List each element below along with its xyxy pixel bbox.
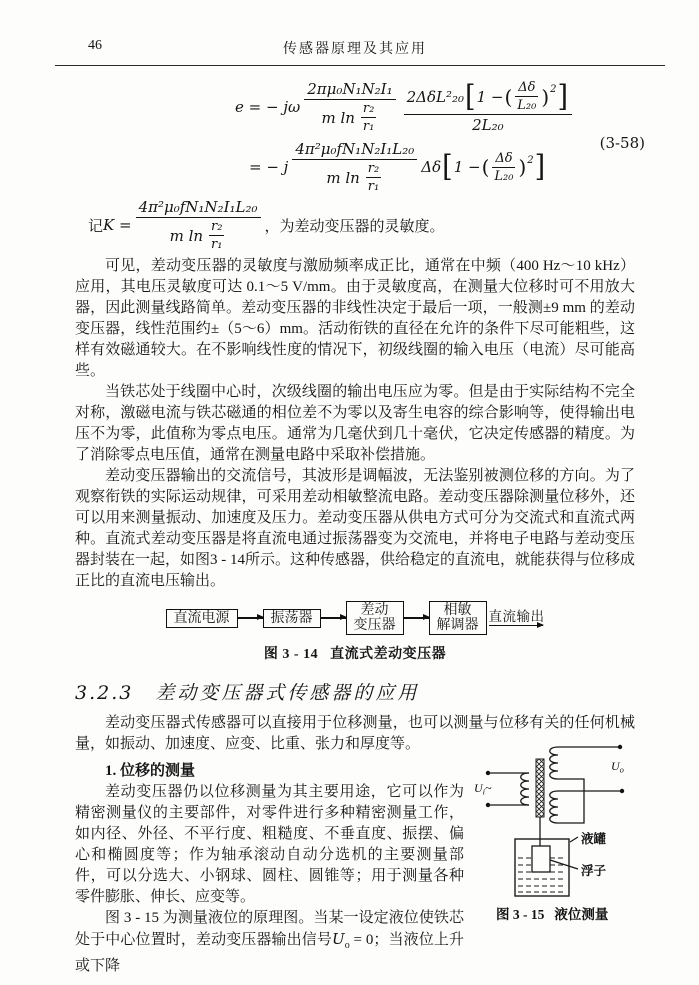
paragraph-sensitivity: 可见，差动变压器的灵敏度与激励频率成正比，通常在中频（400 Hz～10 kHz）应用，其电压灵敏度可达 0.1～5 V/mm。由于灵敏度高，在测量大位移时可不用放大器，因此测量线路简单。差动变压器的非线性决定于最后一项，一般测±9 mm 的差动变压器，线性范围约±（5～6）mm。活动衔铁的直径在允许的条件下尽可能粗些，这样有效磁通较大。在不影响线性度的情况下，初级线圈的输入电压（电流）尽可能高些。 <box>75 258 635 379</box>
fraction-bar <box>304 99 395 100</box>
dc-output <box>489 610 545 626</box>
fraction-bar <box>361 117 376 118</box>
arrow-right-icon <box>238 617 263 618</box>
subheading-displacement: 1. 位移的测量 <box>105 763 196 779</box>
tank-label: 液罐 <box>581 832 607 846</box>
fraction-bar <box>292 159 417 160</box>
fraction-numerator: 4π²μ₀fN₁N₂I₁L₂₀ <box>138 198 258 216</box>
fraction-bar <box>136 217 261 218</box>
equation-number: (3-58) <box>599 134 645 152</box>
eq2-lhs: = − j <box>249 158 289 176</box>
fraction-bar <box>492 167 515 168</box>
fraction-bar <box>366 177 381 178</box>
bracket-expression: [ 1 − ( Δδ L₂₀ ) 2 ] <box>465 78 569 114</box>
running-title: 传感器原理及其应用 <box>283 42 427 57</box>
header-rule <box>55 65 665 66</box>
uo-variable: U <box>332 930 345 948</box>
primary-coil <box>521 773 529 805</box>
page-number: 46 <box>88 38 102 53</box>
uo-subscript: o <box>344 940 350 951</box>
equation-3-58 <box>75 78 645 194</box>
block-differential-transformer: 差动 变压器 <box>346 601 404 635</box>
paragraph-dc-lvdt: 差动变压器输出的交流信号，其波形是调幅波，无法鉴别被测位移的方向。为了观察衔铁的实际运动规律，可采用差动相敏整流电路。差动变压器除测量位移外，还可以用来测量振动、加速度及压力。差动变压器从供电方式可分为交流式和直流式两种。直流式差动变压器是将直流电通过振荡器变为交流电，并将电子电路与差动变压器封装在一起，如图3 - 14所示。这种传感器，供给稳定的直流电，就能获得与位移成正比的直流电压输出。 <box>75 468 635 589</box>
fraction-denominator: m ln r₂ r₁ <box>169 219 223 252</box>
fraction <box>136 198 261 252</box>
paragraph-liquid-level: 图 3 - 15 为测量液位的原理图。当某一设定液位使铁芯处于中心位置时，差动变压器输出信号$U_o = 0$；当液位上升或下降 <box>75 910 464 974</box>
arrow-right-icon <box>404 617 429 618</box>
bracket-expression: [ 1 − ( Δδ L₂₀ ) 2 ] <box>442 149 546 185</box>
leader-line <box>570 837 578 842</box>
paragraph-displacement-measure: 差动变压器仍以位移测量为其主要用途，它可以作为精密测量仪的主要部件，对零件进行多种精密测量工作，如内径、外径、不平行度、粗糙度、不垂直度、振摆、偏心和椭圆度等；作为轴承滚动自动分选机的主要测量部件，可以分选大、小钢球、圆柱、圆锥等；用于测量各种零件膨胀、伸长、应变等。 <box>75 784 464 905</box>
block-diagram <box>75 601 635 635</box>
figure-3-15 <box>474 739 693 941</box>
secondary-coil-upper <box>550 747 558 779</box>
fraction: r₂ r₁ <box>362 101 375 134</box>
liquid-level-figure <box>474 739 693 941</box>
fraction-bar <box>404 114 572 115</box>
fraction-denominator: m ln r₂ r₁ <box>326 161 380 194</box>
fraction-denominator: m ln r₂ r₁ <box>321 101 375 134</box>
section-title: 差动变压器式传感器的应用 <box>155 682 420 704</box>
output-voltage-label: $U_o$ <box>611 759 624 775</box>
section-number: 3.2.3 <box>75 682 134 704</box>
eq1-lhs: e = − jω <box>235 98 301 116</box>
float-label: 浮子 <box>581 864 607 878</box>
fraction <box>292 140 417 194</box>
dc-output-label: 直流输出 <box>488 608 545 624</box>
fraction: r₂ r₁ <box>367 161 380 194</box>
secondary-bus <box>558 779 584 823</box>
figure-3-14 <box>75 601 635 663</box>
figure-3-14-caption: 图 3 - 14 直流式差动变压器 <box>263 647 447 662</box>
equation-line-1 <box>235 80 635 134</box>
figure-3-15-caption: 图 3 - 15 液位测量 <box>496 907 609 922</box>
fraction-numerator: 2ΔδL²₂₀ [ 1 − ( Δδ L₂₀ ) 2 ] <box>406 78 569 114</box>
paragraph-zero-voltage: 当铁芯处于线圈中心时，次级线圈的输出电压应为零。但是由于实际结构不完全对称，激磁电流与铁芯磁通的相位差不为零以及寄生电容的综合影响等，使得输出电压不为零，此值称为零点电压。通常为几毫伏到几十毫伏，它决定传感器的精度。为了消除零点电压值，通常在测量电路中采取补偿措施。 <box>75 384 635 463</box>
fraction-denominator: 2L₂₀ <box>472 116 504 134</box>
arrow-right-icon <box>489 625 543 626</box>
block-oscillator: 振荡器 <box>263 609 321 628</box>
delta-term: Δδ <box>421 158 442 176</box>
page-header <box>75 36 635 60</box>
fraction: Δδ L₂₀ <box>494 150 514 184</box>
primary-leads <box>488 773 529 805</box>
block-dc-power: 直流电源 <box>166 609 238 628</box>
fraction: Δδ L₂₀ <box>517 80 537 113</box>
secondary-coil-lower <box>550 791 558 823</box>
float <box>532 846 550 872</box>
section-heading-3-2-3 <box>75 678 635 705</box>
fraction-numerator: 2πμ₀N₁N₂I₁ <box>307 80 393 98</box>
paragraph-applications: 差动变压器式传感器可以直接用于位移测量，也可以测量与位移有关的任何机械量，如振动、加速度、应变、比重、张力和厚度等。 <box>75 715 635 752</box>
equation-line-2 <box>249 140 635 194</box>
arrow-right-icon <box>321 617 346 618</box>
input-voltage-label: $U_i\sim$ <box>474 781 492 797</box>
fraction-bar <box>209 235 224 236</box>
fraction-numerator: 4π²μ₀fN₁N₂I₁L₂₀ <box>295 140 415 158</box>
iron-core <box>536 759 544 817</box>
fraction: r₂ r₁ <box>211 219 223 252</box>
sensitivity-definition: 记 K = 4π²μ₀fN₁N₂I₁L₂₀ m ln r₂ r₁ ，为差动变压器的灵敏度。 <box>88 198 445 252</box>
fraction <box>304 80 395 134</box>
block-phase-sensitive-demodulator: 相敏 解调器 <box>429 601 487 635</box>
fraction-bar <box>515 96 538 97</box>
fraction <box>404 80 572 134</box>
